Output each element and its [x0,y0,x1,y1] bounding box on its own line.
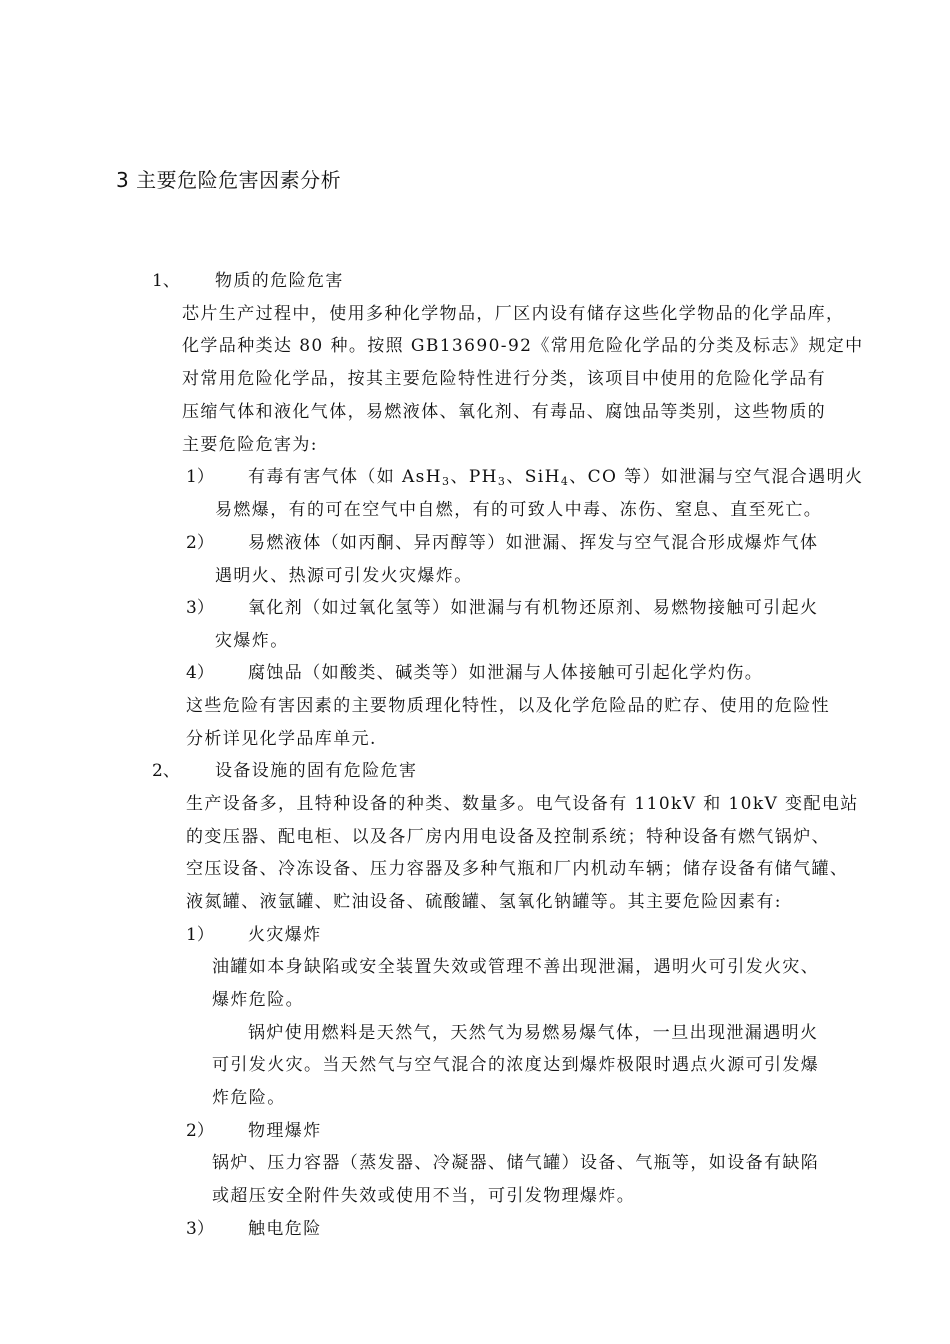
s1-item-4-number: 4） [186,663,214,683]
s1-item-3-line-1: 氧化剂（如过氧化氢等）如泄漏与有机物还原剂、易燃物接触可引起火 [248,598,819,618]
s2-para-line-1: 生产设备多，且特种设备的种类、数量多。电气设备有 110kV 和 10kV 变配电站 [186,794,859,814]
s2-item-1-label: 火灾爆炸 [248,925,322,945]
s1-item-4-line-1: 腐蚀品（如酸类、碱类等）如泄漏与人体接触可引起化学灼伤。 [248,663,764,683]
s1-item-3-number: 3） [186,598,214,618]
s1-item-1-line-2: 易燃爆，有的可在空气中自燃，有的可致人中毒、冻伤、窒息、直至死亡。 [215,500,823,520]
s1-para-line-5: 主要危险危害为: [182,435,318,455]
s2-item-3-label: 触电危险 [248,1219,322,1239]
section-1-heading: 物质的危险危害 [215,271,344,291]
s1-item-3-line-2: 灾爆炸。 [215,631,289,651]
s1-item-1-line-1: 有毒有害气体（如 AsH$_3$、$PH_3$、SiH$_4$、CO 等）如泄漏与空气混合遇明火 [248,467,864,488]
s2-item-2-label: 物理爆炸 [248,1121,322,1141]
section-2-number: 2、 [152,761,180,781]
section-2-heading: 设备设施的固有危险危害 [215,761,418,781]
s1-item-1-number: 1） [186,467,214,487]
s2-fire-line-2: 爆炸危险。 [212,990,304,1010]
s2-phys-line-1: 锅炉、压力容器（蒸发器、冷凝器、储气罐）设备、气瓶等，如设备有缺陷 [212,1153,820,1173]
s2-item-1-number: 1） [186,925,214,945]
s2-phys-line-2: 或超压安全附件失效或使用不当，可引发物理爆炸。 [212,1186,636,1206]
s2-item-2-number: 2） [186,1121,214,1141]
s2-item-3-number: 3） [186,1219,214,1239]
s1-item-2-line-2: 遇明火、热源可引发火灾爆炸。 [215,566,473,586]
s1-item-2-number: 2） [186,533,214,553]
s1-para-line-1: 芯片生产过程中，使用多种化学物品，厂区内设有储存这些化学物品的化学品库， [182,304,845,324]
s1-tail-line-2: 分析详见化学品库单元. [186,729,377,749]
s2-para-line-4: 液氮罐、液氩罐、贮油设备、硫酸罐、氢氧化钠罐等。其主要危险因素有: [186,892,782,912]
s2-fire-line-5: 炸危险。 [212,1088,286,1108]
s1-para-line-2: 化学品种类达 80 种。按照 GB13690-92《常用危险化学品的分类及标志》规定中 [182,336,864,356]
s2-para-line-2: 的变压器、配电柜、以及各厂房内用电设备及控制系统；特种设备有燃气锅炉、 [186,827,830,847]
s2-fire-line-3: 锅炉使用燃料是天然气，天然气为易燃易爆气体，一旦出现泄漏遇明火 [248,1023,819,1043]
section-1-number: 1、 [152,271,180,291]
s1-para-line-3: 对常用危险化学品，按其主要危险特性进行分类，该项目中使用的危险化学品有 [182,369,826,389]
s1-tail-line-1: 这些危险有害因素的主要物质理化特性，以及化学危险品的贮存、使用的危险性 [186,696,830,716]
s1-para-line-4: 压缩气体和液化气体，易燃液体、氧化剂、有毒品、腐蚀品等类别，这些物质的 [182,402,826,422]
s2-fire-line-1: 油罐如本身缺陷或安全装置失效或管理不善出现泄漏，遇明火可引发火灾、 [212,957,820,977]
s2-para-line-3: 空压设备、冷冻设备、压力容器及多种气瓶和厂内机动车辆；储存设备有储气罐、 [186,859,849,879]
s1-item-2-line-1: 易燃液体（如丙酮、异丙醇等）如泄漏、挥发与空气混合形成爆炸气体 [248,533,819,553]
s2-fire-line-4: 可引发火灾。当天然气与空气混合的浓度达到爆炸极限时遇点火源可引发爆 [212,1055,820,1075]
page-title: 3 主要危险危害因素分析 [116,168,342,192]
